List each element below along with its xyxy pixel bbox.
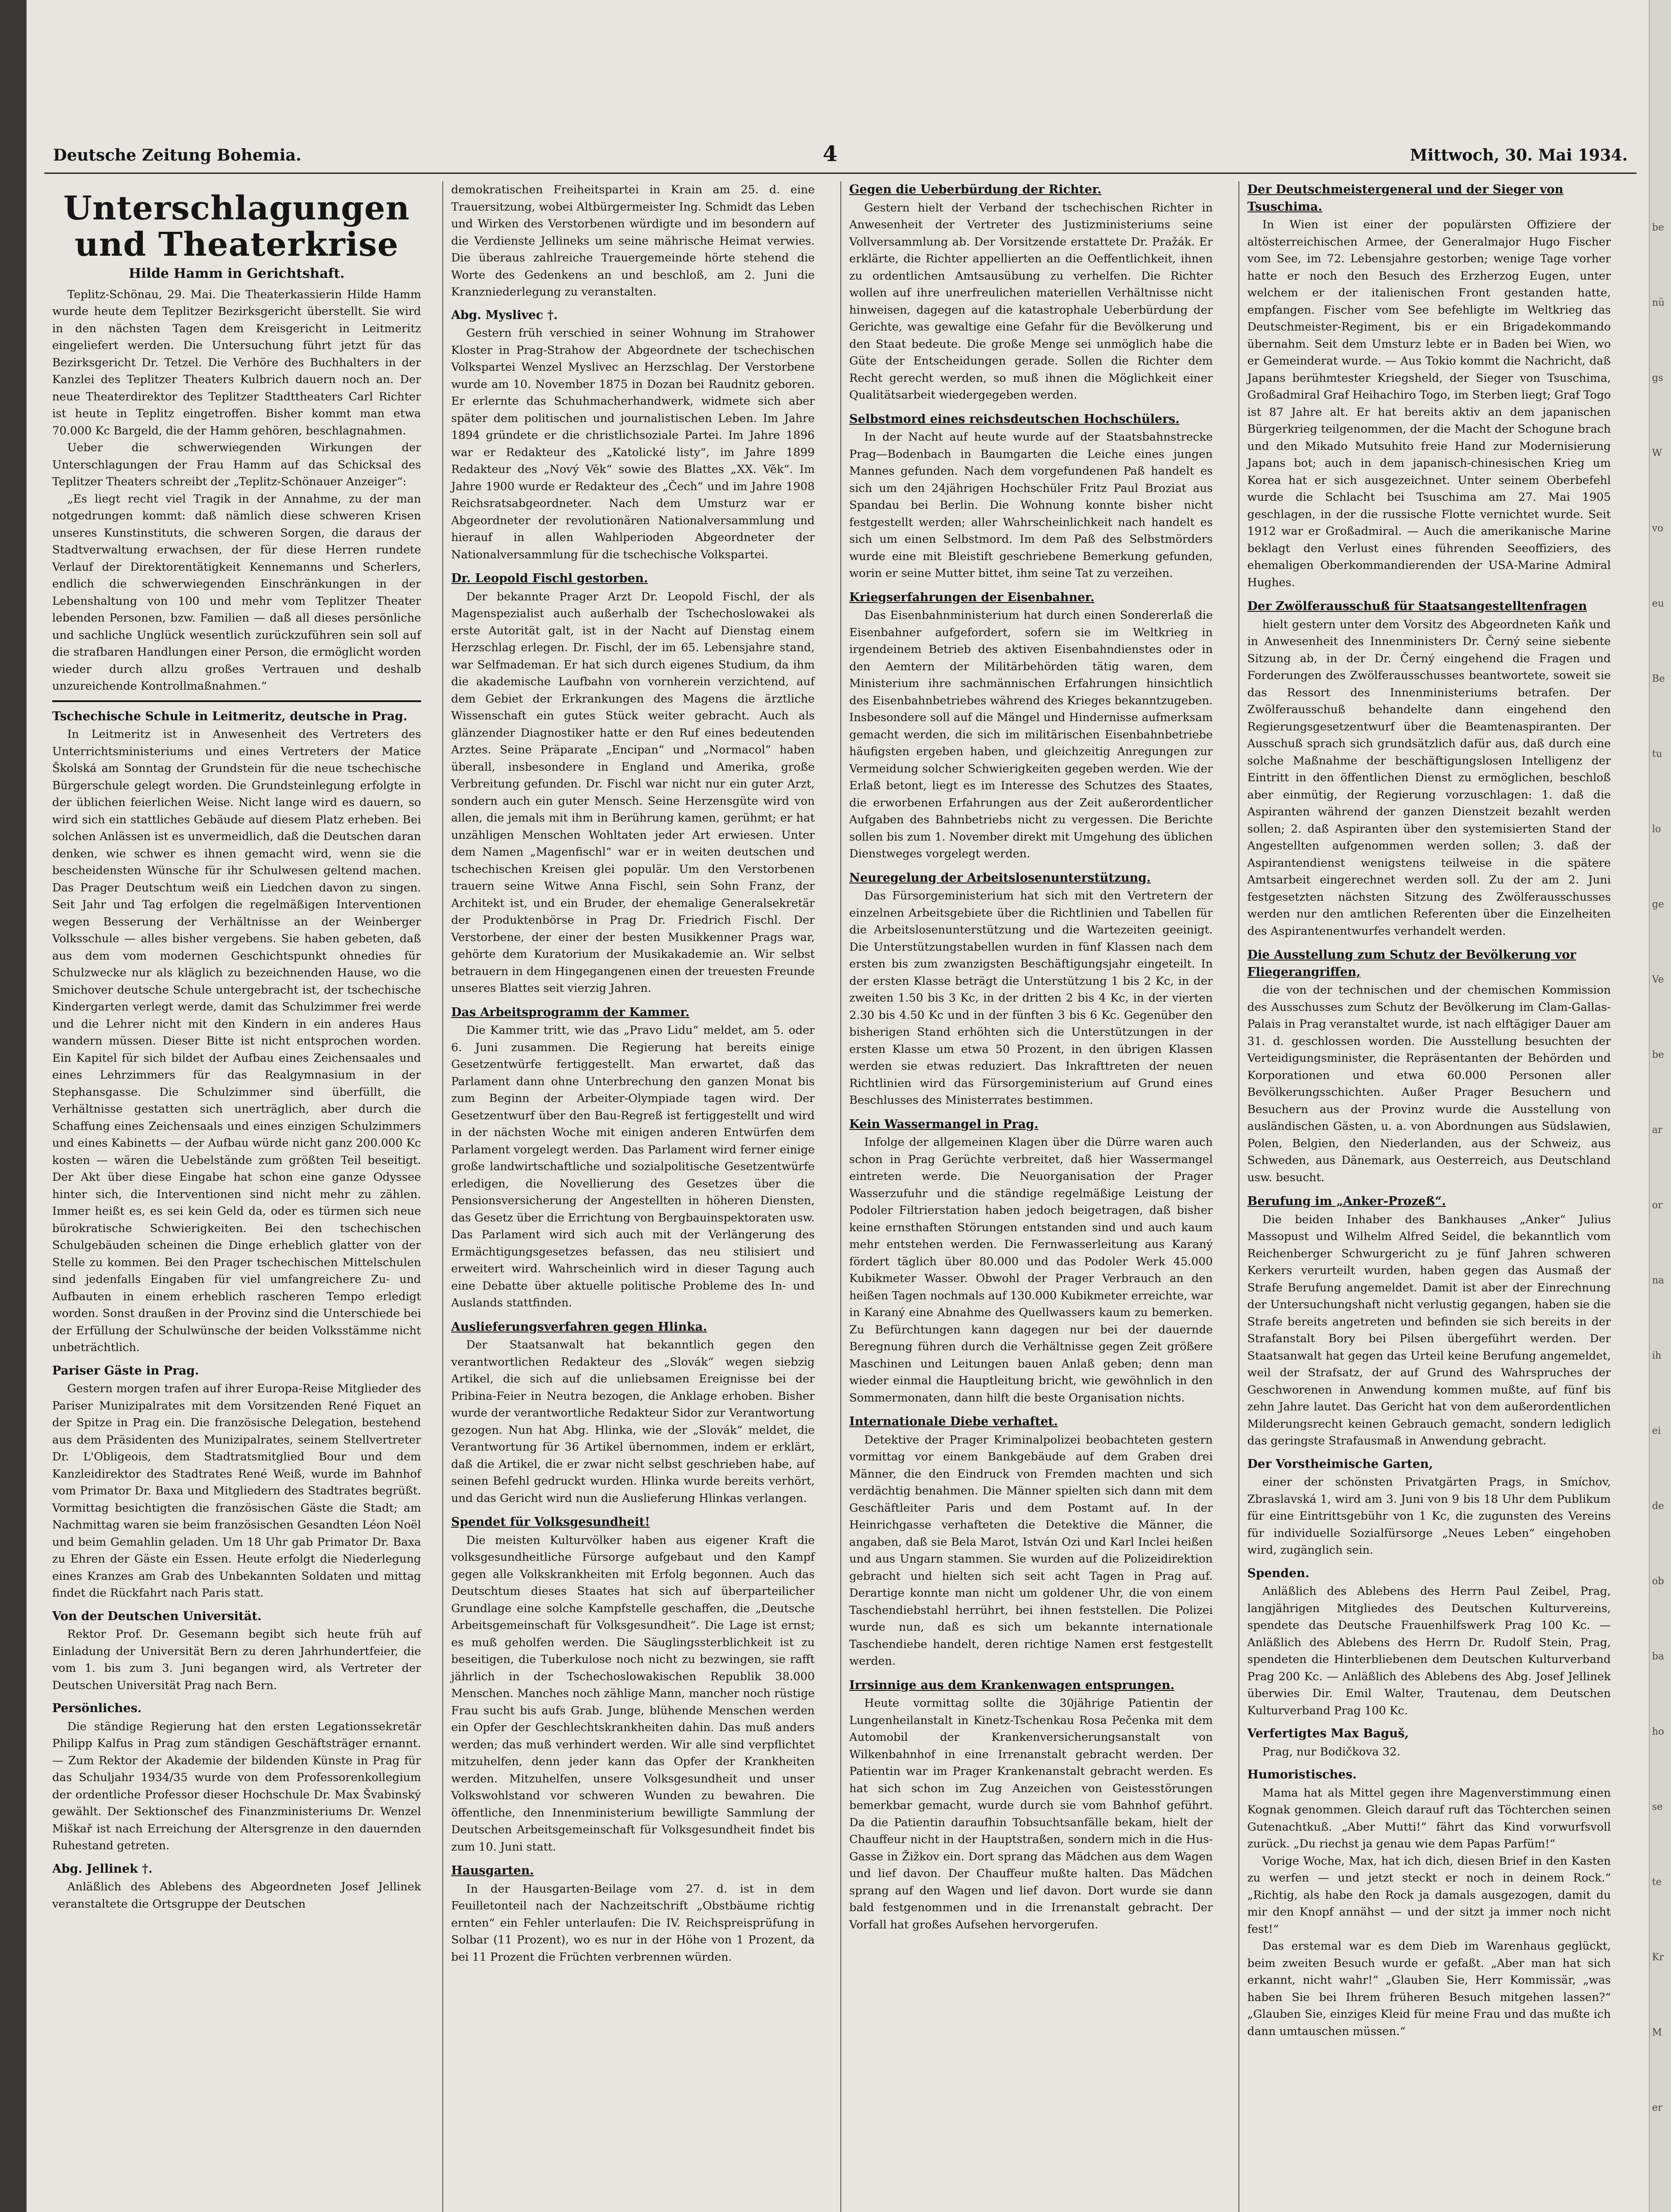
strip-fragment: eu xyxy=(1652,598,1664,609)
paragraph: Der bekannte Prager Arzt Dr. Leopold Fischl, der als Magenspezialist auch außerhalb der Tschechoslowakei als erste Autorität galt, ist in der Nacht auf Dienstag einem Herzschlag erlegen. Dr. Fischl, der im 65. Lebensjahre stand, war Selfmademan. Er hat sich durch eigenes Studium, da ihm die akademische Laufbahn von vornherein verzichtend, auf dem Gebiet der Erkrankungen des Magens die ärztliche Wissenschaft ein gutes Stück weiter gebracht. Auch als glänzender Diagnostiker hatte er den Ruf eines bedeutenden Arztes. Seine Präparate „Encipan“ und „Normacol“ haben überall, insbesondere in England und Amerika, große Verbreitung gefunden. Dr. Fischl war nicht nur ein guter Arzt, sondern auch ein guter Mensch. Seine Herzensgüte wird von allen, die jemals mit ihm in Berührung kamen, gerühmt; er hat unzähligen Menschen Wohltaten jeder Art erwiesen. Unter dem Namen „Magenfischl“ war er in weiten deutschen und tschechischen Kreisen glei populär. Um den Verstorbenen trauern seine Witwe Anna Fischl, sein Sohn Franz, der Architekt ist, und ein Bruder, der ehemalige Generalsekretär der Produktenbörse in Prag Dr. Friedrich Fischl. Der Verstorbene, der einer der besten Musikkenner Prags war, gehörte dem Kuratorium der Musikakademie an. Wir selbst betrauern in dem Hingegangenen einen der treuesten Freunde unseres Blattes seit vierzig Jahren. xyxy=(451,590,815,995)
column-2 xyxy=(442,181,823,2212)
section-heading: Dr. Leopold Fischl gestorben. xyxy=(451,572,648,585)
section-heading: Die Ausstellung zum Schutz der Bevölkerung vor Fliegerangriffen, xyxy=(1247,948,1576,979)
strip-fragment: vo xyxy=(1652,523,1663,534)
strip-fragment: ar xyxy=(1652,1125,1663,1136)
strip-fragment: te xyxy=(1652,1877,1662,1888)
paragraph: Gestern morgen trafen auf ihrer Europa-Reise Mitglieder des Pariser Munizipalrates mit dem Vorsitzenden René Fiquet an der Spitze in Prag ein. Die französische Delegation, bestehend aus dem Präsidenten des Munizipalrates, seinem Stellvertreter Dr. L'Obligeois, dem Stadtratsmitglied Bour und dem Kanzleidirektor des Stadtrates René Weiß, wurde im Bahnhof vom Primator Dr. Baxa und Mitgliedern des Stadtrates begrüßt. Vormittag besichtigten die französischen Gäste die Stadt; am Nachmittag waren sie beim französischen Gesandten Léon Noël und beim Gemahlin geladen. Um 18 Uhr gab Primator Dr. Baxa zu Ehren der Gäste ein Essen. Heute erfolgt die Niederlegung eines Kranzes am Grab des Unbekannten Soldaten und mittag findet die Rückfahrt nach Paris statt. xyxy=(52,1382,421,1600)
section-heading: Der Zwölferausschuß für Staatsangestelltenfragen xyxy=(1247,599,1587,613)
paragraph: einer der schönsten Privatgärten Prags, in Smíchov, Zbraslavská 1, wird am 3. Juni von 9 bis 18 Uhr dem Publikum für eine Eintrittsgebühr von 1 Kc, die zugunsten des Vereins für individuelle Sozialfürsorge „Neues Leben“ eingehoben wird, zugänglich sein. xyxy=(1247,1475,1611,1557)
strip-fragment: ho xyxy=(1652,1726,1664,1737)
strip-fragment: tu xyxy=(1652,749,1663,760)
paragraph: Detektive der Prager Kriminalpolizei beobachteten gestern vormittag vor einem Bankgebäude auf dem Graben drei Männer, die den Eindruck von Fremden machten und sich verdächtig benahmen. Die Männer spielten sich dann mit dem Geschäftleiter Paris und dem Postamt auf. In der Heinrichgasse verhafteten die Detektive die Männer, die angaben, daß sie Bela Marot, István Ozi und Karl Inclei heißen und aus Ungarn stammen. Sie wurden auf die Polizeidirektion gebracht und hielten sich seit acht Tagen in Prag auf. Derartige konnte man nicht um goldener Uhr, die von einem Taschendiebstahl herrührt, bei ihnen feststellen. Die Polizei wurde nun, daß es sich um bekannte internationale Taschendiebe handelt, deren richtige Namen erst festgestellt werden. xyxy=(849,1433,1213,1668)
strip-fragment: be xyxy=(1652,222,1664,233)
strip-fragment: Kr xyxy=(1652,1952,1664,1963)
strip-fragment: nü xyxy=(1652,297,1665,308)
paragraph: Die ständige Regierung hat den ersten Legationssekretär Philipp Kalfus in Prag zum ständigen Geschäftsträger ernannt. — Zum Rektor der Akademie der bildenden Künste in Prag für das Schuljahr 1934/35 wurde von dem Professorenkollegium der ordentliche Professor dieser Hochschule Dr. Max Švabinský gewählt. Der Sektionschef des Finanzministeriums Dr. Wenzel Miškař ist nach Erreichung der Altersgrenze in den dauernden Ruhestand getreten. xyxy=(52,1720,421,1852)
page-number: 4 xyxy=(823,142,838,166)
article-headline: Unterschlagungen und Theaterkrise xyxy=(63,189,410,264)
strip-fragment: ih xyxy=(1652,1350,1662,1361)
section-heading: Pariser Gäste in Prag. xyxy=(52,1363,199,1378)
paragraph: Vorige Woche, Max, hat ich dich, diesen Brief in den Kasten zu werfen — und jetzt steckt er noch in deinem Rock.“ „Richtig, als habe den Rock ja damals ausgezogen, damit du mir den Knopf annähst — und der sitzt ja immer noch nicht fest!“ xyxy=(1247,1854,1611,1936)
section-heading: Abg. Jellinek †. xyxy=(52,1862,153,1876)
paragraph: Das Eisenbahnministerium hat durch einen Sondererlaß die Eisenbahner aufgefordert, sofern sie im Weltkrieg in irgendeinem Betrieb des aktiven Eisenbahndienstes oder in den Aemtern der Militärbehörden tätig waren, dem Ministerium ihre sachmännischen Erfahrungen hinsichtlich des Eisenbahnbetriebes während des Krieges bekanntzugeben. Insbesondere soll auf die Mängel und Hindernisse aufmerksam gemacht werden, die sich im militärischen Eisenbahnbetriebe häufigsten ergeben haben, und gleichzeitig Anregungen zur Vermeidung solcher Schwierigkeiten gegeben werden. Wie der Erlaß betont, liegt es im Interesse des Schutzes des Staates, die erworbenen Erfahrungen aus der Zeit außerordentlicher Aufgaben des Bahnbetriebs nicht zu vergessen. Die Berichte sollen bis zum 1. November direkt mit Umgehung des üblichen Dienstweges vorgelegt werden. xyxy=(849,609,1213,860)
strip-fragment: lo xyxy=(1652,824,1661,835)
paragraph: Teplitz-Schönau, 29. Mai. Die Theaterkassierin Hilde Hamm wurde heute dem Teplitzer Bezirksgericht überstellt. Sie wird in den nächsten Tagen dem Kreisgericht in Leitmeritz eingeliefert werden. Die Untersuchung führt jetzt für das Bezirksgericht Dr. Tetzel. Die Verhöre des Buchhalters in der Kanzlei des Teplitzer Theaters Kulbrich dauern noch an. Der neue Theaterdirektor des Teplitzer Stadttheaters Carl Richter ist heute in Teplitz eingetroffen. Bisher kommt man etwa 70.000 Kc Bargeld, die der Hamm gehören, beschlagnahmen. xyxy=(52,288,421,438)
newspaper-page xyxy=(44,124,1637,2212)
paragraph: Die meisten Kulturvölker haben aus eigener Kraft die volksgesundheitliche Fürsorge aufgebaut und den Kampf gegen alle Volkskrankheiten mit Erfolg begonnen. Auch das Deutschtum dieses Staates hat sich auf überparteilicher Grundlage eine solche Kampfstelle geschaffen, die „Deutsche Arbeitsgemeinschaft für Volksgesundheit“. Die Lage ist ernst; es muß geholfen werden. Die Säuglingssterblichkeit ist zu beseitigen, die Tuberkulose noch nicht zu bezwingen, sie rafft jährlich in der Tschechoslowakischen Republik 38.000 Menschen. Manches noch zählige Mann, mancher noch rüstige Frau sucht bis aufs Grab. Junge, blühende Menschen werden ein Opfer der Geschlechtskrankheiten dahin. Das muß anders werden; das muß verhindert werden. Wir alle sind verpflichtet mitzuhelfen, denn jeder kann das Opfer der Krankheiten werden. Mitzuhelfen, unsere Volksgesundheit und unser Volkswohlstand vor schweren Wunden zu bewahren. Die öffentliche, den Innenministerium bewilligte Sammlung der Deutschen Arbeitsgemeinschaft für Volksgesundheit findet bis zum 10. Juni statt. xyxy=(451,1533,815,1854)
section-heading: Kriegserfahrungen der Eisenbahner. xyxy=(849,590,1095,604)
paragraph: Anläßlich des Ablebens des Abgeordneten Josef Jellinek veranstaltete die Ortsgruppe der Deutschen xyxy=(52,1880,421,1911)
strip-fragment: ge xyxy=(1652,899,1664,910)
running-head xyxy=(44,142,1637,174)
strip-fragment: Ve xyxy=(1652,974,1664,985)
masthead-title: Deutsche Zeitung Bohemia. xyxy=(53,146,302,165)
paragraph: Heute vormittag sollte die 30jährige Patientin der Lungenheilanstalt in Kinetz-Tschenkau Rosa Pečenka mit dem Automobil der Krankenversicherungsanstalt von Wilkenbahnhof in eine Irrenanstalt gebracht werden. Der Patientin war im Prager Krankenanstalt gebracht werden. Es hat sich schon im Zug Anzeichen von Geistesstörungen bemerkbar gemacht, wurde durch sie vom Bahnhof geführt. Da die Patientin daraufhin Tobsuchtsanfälle bekam, hielt der Chauffeur nicht in der Hauptstraßen, sondern mich in die Hus-Gasse in Žižkov ein. Dort sprang das Mädchen aus dem Wagen und lief davon. Der Chauffeur mußte halten. Das Mädchen sprang auf den Wagen und lief davon. Dort wurde sie dann bald festgenommen und in die Irrenanstalt gebracht. Der Vorfall hat großes Aufsehen hervorgerufen. xyxy=(849,1697,1213,1932)
paragraph: Das Fürsorgeministerium hat sich mit den Vertretern der einzelnen Arbeitsgebiete über die Richtlinien und Tabellen für die Arbeitslosenunterstützung und die Wartezeiten geeinigt. Die Unterstützungstabellen wurden in fünf Klassen nach dem ersten bis zum zwanzigsten Beschäftigungsjahr eingeteilt. In der ersten Klasse beträgt die Unterstützung 1 bis 2 Kc, in der zweiten 1.50 bis 3 Kc, in der dritten 2 bis 4 Kc, in der vierten 2.30 bis 4.50 Kc und in der fünften 3 bis 6 Kc. Gegenüber den bisherigen Stand erhöhten sich die Unterstützungen in der ersten Klasse um etwa 50 Prozent, in den übrigen Klassen werden sie etwas reduziert. Das Inkrafttreten der neuen Richtlinien wird das Fürsorgeministerium auf Grund eines Beschlusses des Ministerrates bestimmen. xyxy=(849,889,1213,1107)
section-heading: Neuregelung der Arbeitslosenunterstützung. xyxy=(849,871,1151,885)
paragraph: In der Hausgarten-Beilage vom 27. d. ist in dem Feuilletonteil nach der Nachzeitschrift „Obstbäume richtig ernten“ ein Fehler unterlaufen: Die IV. Reichspreisprüfung in Solbar (11 Prozent), wo es nur in der Höhe von 1 Prozent, da bei 11 Prozent die Früchten verbrennen würden. xyxy=(451,1882,815,1964)
section-heading: Tschechische Schule in Leitmeritz, deutsche in Prag. xyxy=(52,709,407,723)
section-heading: Internationale Diebe verhaftet. xyxy=(849,1415,1058,1429)
paragraph: hielt gestern unter dem Vorsitz des Abgeordneten Kaňk und in Anwesenheit des Innenministers Dr. Černý seine siebente Sitzung ab, in der Dr. Černý eingehend die Fragen und Forderungen des Zwölferausschusses beantwortete, soweit sie das Ressort des Innenministeriums betrafen. Der Zwölferausschuß behandelte dann eingehend den Regierungsgesetzentwurf über die Beamtenaspiranten. Der Ausschuß sprach sich grundsätzlich dafür aus, daß durch eine solche Maßnahme der beschäftigungslosen Intelligenz der Eintritt in den öffentlichen Dienst zu ermöglichen, beschloß aber einmütig, der Regierung vorzuschlagen: 1. daß die Aspiranten während der ganzen Dienstzeit bezahlt werden sollen; 2. daß Aspiranten über den systemisierten Stand der Angestellten aufgenommen werden sollen; 3. daß der Aspirantendienst wenigstens teilweise in die spätere Amtsarbeit eingerechnet werden soll. Zu der am 2. Juni festgesetzten nächsten Sitzung des Zwölferausschusses werden nur den amtlichen Referenten über die Einzelheiten des Aspirantenentwurfes verhandelt werden. xyxy=(1247,618,1611,938)
strip-fragment: gs xyxy=(1652,373,1663,384)
section-heading: Humoristisches. xyxy=(1247,1768,1357,1782)
paragraph: Ueber die schwerwiegenden Wirkungen der Unterschlagungen der Frau Hamm auf das Schicksal des Teplitzer Theaters schreibt der „Teplitz-Schönauer Anzeiger“: xyxy=(52,441,421,488)
paragraph: In Wien ist einer der populärsten Offiziere der altösterreichischen Armee, der Generalmajor Hugo Fischer vom See, im 72. Lebensjahre gestorben; wenige Tage vorher hatte er noch den Besuch des Erzherzog Eugen, unter welchem er der italienischen Front gestanden hatte, empfangen. Fischer vom See befehligte im Weltkrieg das Deutschmeister-Regiment, bis er ein Brigadekommando übernahm. Seit dem Umsturz lebte er in Baden bei Wien, wo er Gemeinderat wurde. — Aus Tokio kommt die Nachricht, daß Japans berühmtester Kriegsheld, der Sieger von Tsuschima, Großadmiral Graf Heihachiro Togo, im Sterben liegt; Graf Togo ist 87 Jahre alt. Er hat bereits aktiv an dem japanischen Bürgerkrieg teilgenommen, der die Macht der Schogune brach und den Mikado Mutsuhito freie Hand zur Modernisierung Japans bot; auch in dem japanisch-chinesischen Krieg um Korea hat er sich ausgezeichnet. Unter seinem Oberbefehl wurde die Schlacht bei Tsuschima am 27. Mai 1905 geschlagen, in der die russische Flotte vernichtet wurde. Seit 1912 war er Großadmiral. — Auch die amerikanische Marine beklagt den Verlust eines führenden Seeoffiziers, des ehemaligen Oberkommandierenden der USA-Marine Admiral Hughes. xyxy=(1247,218,1611,589)
section-heading: Berufung im „Anker-Prozeß“. xyxy=(1247,1194,1446,1208)
columns xyxy=(44,181,1637,2212)
section-heading: Spenden. xyxy=(1247,1566,1310,1580)
strip-fragment: W xyxy=(1652,448,1662,459)
divider xyxy=(52,700,421,702)
paragraph: die von der technischen und der chemischen Kommission des Ausschusses zum Schutz der Bevölkerung im Clam-Gallas-Palais in Prag veranstaltet wurde, ist nach elftägiger Dauer am 31. d. geschlossen worden. Die Ausstellung besuchten der Verteidigungsminister, die Repräsentanten der Behörden und Korporationen und etwa 60.000 Personen aller Bevölkerungsschichten. Außer Prager Besuchern und Besuchern aus der Provinz wurde die Ausstellung von ausländischen Gästen, u. a. von Abordnungen aus Südslawien, Polen, Belgien, den Niederlanden, aus der Schweiz, aus Schweden, aus Dänemark, aus Oesterreich, aus Deutschland usw. besucht. xyxy=(1247,983,1611,1184)
section-heading: Gegen die Ueberbürdung der Richter. xyxy=(849,183,1102,196)
section-heading: Spendet für Volksgesundheit! xyxy=(451,1515,650,1529)
section-heading: Auslieferungsverfahren gegen Hlinka. xyxy=(451,1320,707,1334)
paragraph: In Leitmeritz ist in Anwesenheit des Vertreters des Unterrichtsministeriums und eines Vertreters der Matice Školská am Sonntag der Grundstein für die neue tschechische Bürgerschule gelegt worden. Die Grundsteinlegung erfolgte in der üblichen feierlichen Weise. Nicht lange wird es dauern, so wird sich ein stattliches Gebäude auf diesem Platz erheben. Bei solchen Anlässen ist es unvermeidlich, daß die Deutschen daran denken, wie schwer es ihnen gemacht wird, wenn sie die bescheidensten Wünsche für ihr Schulwesen geltend machen. Das Prager Deutschtum weiß ein Liedchen davon zu singen. Seit Jahr und Tag erfolgen die regelmäßigen Interventionen wegen Besserung der Verhältnisse an der Weinberger Volksschule — alles bisher vergebens. Sie haben gebeten, daß aus dem vom modernen Geschichtspunkt ohnedies für Schulzwecke nur als kläglich zu bezeichnenden Hause, wo die Smichover deutsche Schule untergebracht ist, der tschechische Kindergarten verlegt werde, damit das Schulzimmer frei werde und die Lehrer nicht mit den Kindern in ein anderes Haus wandern müssen. Dieser Bitte ist nicht entsprochen worden. Ein Kapitel für sich bildet der Aufbau eines Zeichensaales und eines Lehrzimmers für das Realgymnasium in der Stephansgasse. Die Schulzimmer sind überfüllt, die Verhältnisse gestatten sich unerträglich, aber durch die Schaffung eines Zeichensaals und eines einzigen Schulzimmers und eines Kabinetts — der Aufbau würde nicht ganz 200.000 Kc kosten — wären die Uebelstände zum größten Teil beseitigt. Der Akt über diese Eingabe hat schon eine ganze Odyssee hinter sich, die Interventionen sind nicht mehr zu zählen. Immer heißt es, es sei kein Geld da, oder es türmen sich neue bürokratische Schwierigkeiten. Bei den tschechischen Schulgebäuden scheinen die Dinge erheblich glatter von der Stelle zu kommen. Bei den Prager tschechischen Mittelschulen sind jedenfalls Eingaben für viel umfangreichere Zu- und Aufbauten in einem erheblich rascheren Tempo erledigt worden. Sonst draußen in der Provinz sind die Unterschiede bei der Erfüllung der Schulwünsche der beiden Volksstämme nicht unbeträchtlich. xyxy=(52,728,421,1354)
section-heading: Der Deutschmeistergeneral und der Sieger von Tsuschima. xyxy=(1247,183,1564,214)
section-heading: Von der Deutschen Universität. xyxy=(52,1609,262,1623)
section-heading: Verfertigtes Max Baguš, xyxy=(1247,1727,1409,1740)
scan-edge xyxy=(0,0,27,2212)
strip-fragment: ba xyxy=(1652,1651,1664,1662)
strip-fragment: Be xyxy=(1652,673,1665,684)
column-3 xyxy=(840,181,1221,2212)
paragraph: Der Staatsanwalt hat bekanntlich gegen den verantwortlichen Redakteur des „Slovák“ wegen siebzig Artikel, die sich auf die unliebsamen Ereignisse bei der Pribina-Feier in Neutra bezogen, die Anklage erhoben. Bisher wurde der verantwortliche Redakteur Sidor zur Verantwortung gezogen. Nun hat Abg. Hlinka, wie der „Slovák“ meldet, die Verantwortung für 36 Artikel übernommen, indem er erklärt, daß die Artikel, die er zwar nicht selbst geschrieben habe, auf seinen Befehl gedruckt wurden. Hlinka wurde bereits verhört, und das Gericht wird nun die Auslieferung Hlinkas verlangen. xyxy=(451,1338,815,1505)
adjacent-page-strip xyxy=(1652,221,1671,2168)
section-heading: Kein Wassermangel in Prag. xyxy=(849,1117,1039,1131)
strip-fragment: or xyxy=(1652,1200,1663,1211)
strip-fragment: na xyxy=(1652,1275,1664,1286)
section-heading: Irrsinnige aus dem Krankenwagen entsprungen. xyxy=(849,1678,1175,1692)
section-heading: Das Arbeitsprogramm der Kammer. xyxy=(451,1005,690,1019)
paragraph: Gestern früh verschied in seiner Wohnung im Strahower Kloster in Prag-Strahow der Abgeordnete der tschechischen Volkspartei Wenzel Myslivec an Herzschlag. Der Verstorbene wurde am 10. November 1875 in Dozan bei Raudnitz geboren. Er erlernte das Schuhmacherhandwerk, widmete sich aber später dem politischen und journalistischen Leben. Im Jahre 1894 gründete er die christlichsoziale Partei. Im Jahre 1896 war er Redakteur des „Katolické listy“, im Jahre 1899 Redakteur des „Nový Věk“ sowie des Blattes „XX. Věk“. Im Jahre 1900 wurde er Redakteur des „Čech“ und im Jahre 1908 Reichsratsabgeordneter. Nach dem Umsturz war er Abgeordneter der revolutionären Nationalversammlung und hierauf in allen Wahlperioden Abgeordneter der Nationalversammlung für die tschechische Volkspartei. xyxy=(451,326,815,561)
section-heading: Hausgarten. xyxy=(451,1864,534,1878)
strip-fragment: se xyxy=(1652,1801,1663,1813)
section-heading: Der Vorstheimische Garten, xyxy=(1247,1457,1433,1471)
section-heading: Selbstmord eines reichsdeutschen Hochschülers. xyxy=(849,412,1180,426)
strip-fragment: de xyxy=(1652,1501,1664,1512)
paragraph: Die beiden Inhaber des Bankhauses „Anker“ Julius Massopust und Wilhelm Alfred Seidel, die bekanntlich vom Reichenberger Schwurgericht zu je fünf Jahren schweren Kerkers verurteilt wurden, haben gegen das Ausmaß der Strafe Berufung angemeldet. Damit ist aber der Einrechnung der Untersuchungshaft nicht verlustig gegangen, haben sie die Strafe bereits angetreten und befinden sie sich bereits in der Strafanstalt Bory bei Pilsen übergeführt werden. Der Staatsanwalt hat gegen das Urteil keine Berufung angemeldet, weil der Strafsatz, der auf Grund des Wahrspruches der Geschworenen in Anwendung kommen mußte, auf fünf bis zehn Jahre lautet. Das Gericht hat von dem außerordentlichen Milderungsrecht keinen Gebrauch gemacht, sondern lediglich das geringste Strafausmaß in Anwendung gebracht. xyxy=(1247,1213,1611,1448)
strip-fragment: er xyxy=(1652,2102,1663,2113)
strip-fragment: ob xyxy=(1652,1576,1664,1587)
paragraph: Das erstemal war es dem Dieb im Warenhaus geglückt, beim zweiten Besuch wurde er gefaßt. „Aber man hat sich erkannt, nicht wahr!“ „Glauben Sie, Herr Kommissär, „was haben Sie bei Ihrem früheren Besuch mitgehen lassen?“ „Glauben Sie, einziges Kleid für meine Frau und das mußte ich dann umtauschen müssen.“ xyxy=(1247,1939,1611,2038)
paragraph: In der Nacht auf heute wurde auf der Staatsbahnstrecke Prag—Bodenbach in Baumgarten die Leiche eines jungen Mannes gefunden. Nach dem vorgefundenen Paß handelt es sich um den 24jährigen Hochschüler Fritz Paul Broziat aus Spandau bei Berlin. Die Wohnung konnte bisher nicht festgestellt werden; aller Wahrscheinlichkeit nach handelt es sich um einen Selbstmord. Im dem Paß des Selbstmörders wurde eine mit Bleistift geschriebene Bemerkung gefunden, worin er seine Mutter bittet, ihm seine Tat zu verzeihen. xyxy=(849,430,1213,580)
strip-fragment: ei xyxy=(1652,1425,1661,1436)
section-heading: Persönliches. xyxy=(52,1701,142,1715)
paragraph: „Es liegt recht viel Tragik in der Annahme, zu der man notgedrungen kommt: daß nämlich diese schweren Krisen unseres Kunstinstituts, die schweren Sorgen, die daraus der Stadtverwaltung erwachsen, der für diese Herren rundete Verlauf der Direktorentätigkeit Kennemanns und Scherlers, endlich die schwerwiegenden Einschränkungen in der Lebenshaltung von 100 und mehr vom Teplitzer Theater lebenden Personen, bzw. Familien — daß all dieses persönliche und sachliche Unglück wesentlich zurückzuführen sein soll auf die strafbaren Handlungen einer Person, die ermöglicht worden wieder durch allzu großes Vertrauen und deshalb unzureichende Kontrollmaßnahmen.“ xyxy=(52,492,421,693)
paragraph: demokratischen Freiheitspartei in Krain am 25. d. eine Trauersitzung, wobei Altbürgermeister Ing. Schmidt das Leben und Wirken des Verstorbenen würdigte und im besondern auf die Verdienste Jellineks um seine mährische Heimat verwies. Die überaus zahlreiche Trauergemeinde hörte stehend die Worte des Gedenkens an und beschloß, am 2. Juni die Kranzniederlegung zu veranstalten. xyxy=(451,183,815,299)
column-4 xyxy=(1238,181,1619,2212)
paragraph: Infolge der allgemeinen Klagen über die Dürre waren auch schon in Prag Gerüchte verbreitet, daß hier Wassermangel eintreten werde. Die Neuorganisation der Prager Wasserzufuhr und die ständige regelmäßige Leistung der Podoler Filtrierstation haben jedoch beigetragen, daß bisher keine ernsthaften Störungen entstanden sind und auch kaum mehr entstehen werden. Die Fernwasserleitung aus Karaný fördert täglich über 80.000 und das Podoler Werk 45.000 Kubikmeter Wasser. Obwohl der Prager Verbrauch an den heißen Tagen nochmals auf 130.000 Kubikmeter erreichte, war in Karaný eine Abnahme des Quellwassers kaum zu bemerken. Zu Befürchtungen kann dagegen nur bei der dauernde Beregnung führen durch die Verhältnisse gegen Zeit größere Maschinen und Leitungen bauen Anlaß geben; denn man wieder einmal die Hauptleitung bricht, wie gewöhnlich in den Sommermonaten, dann hilft die beste Organisation nichts. xyxy=(849,1136,1213,1405)
article-subhead: Hilde Hamm in Gerichtshaft. xyxy=(128,266,345,281)
paragraph: Rektor Prof. Dr. Gesemann begibt sich heute früh auf Einladung der Universität Bern zu deren Jahrhundertfeier, die vom 1. bis zum 3. Juni begangen wird, als Vertreter der Deutschen Universität Prag nach Bern. xyxy=(52,1628,421,1692)
strip-fragment: be xyxy=(1652,1049,1664,1060)
column-1 xyxy=(44,181,429,2212)
paragraph: Prag, nur Bodičkova 32. xyxy=(1262,1745,1401,1759)
issue-date: Mittwoch, 30. Mai 1934. xyxy=(1410,146,1628,165)
paragraph: Die Kammer tritt, wie das „Pravo Lidu“ meldet, am 5. oder 6. Juni zusammen. Die Regierung hat bereits einige Gesetzentwürfe fertiggestellt. Man erwartet, daß das Parlament dann ohne Unterbrechung den ganzen Monat bis zum Beginn der Arbeiter-Olympiade tagen wird. Der Gesetzentwurf über den Bau-Regreß ist fertiggestellt und wird in der nächsten Woche mit einigen anderen Entwürfen dem Parlament vorgelegt werden. Das Parlament wird ferner einige große landwirtschaftliche und sozialpolitische Gesetzentwürfe erledigen, die Novellierung des Gesetzes über die Pensionsversicherung der Angestellten in höheren Diensten, das Gesetz über die Errichtung von Bergbauinspektoraten usw. Das Parlament wird sich auch mit der Verlängerung des Ermächtigungsgesetzes befassen, das neu stilisiert und erweitert wird. Wahrscheinlich wird in dieser Tagung auch eine Debatte über aktuelle politische Probleme des In- und Auslands stattfinden. xyxy=(451,1024,815,1310)
section-heading: Abg. Myslivec †. xyxy=(451,308,558,322)
paragraph: Mama hat als Mittel gegen ihre Magenverstimmung einen Kognak genommen. Gleich darauf ruft das Töchterchen seinen Gutenachtkuß. „Aber Mutti!“ fährt das Kind vorwurfsvoll zurück. „Du riechst ja genau wie dem Papas Parfüm!“ xyxy=(1247,1786,1611,1851)
strip-fragment: M xyxy=(1652,2027,1662,2038)
paragraph: Gestern hielt der Verband der tschechischen Richter in Anwesenheit der Vertreter des Justizministeriums seine Vollversammlung ab. Der Vorsitzende erstattete Dr. Pražák. Er erklärte, die Richter appellierten an die Oeffentlichkeit, ihnen zu ordentlichen Amtsausübung zu verhelfen. Die Richter wollen auf ihre unerfreulichen materiellen Verhältnisse nicht hinweisen, dagegen auf die katastrophale Ueberbürdung der Gerichte, was gewaltige eine Gefahr für die Bevölkerung und den Staat bedeute. Die große Menge sei unmöglich habe die Güte der Entscheidungen gerade. Sollen die Richter dem Recht gerecht werden, so muß ihnen die Möglichkeit einer Qualitätsarbeit wiedergegeben werden. xyxy=(849,201,1213,402)
paragraph: Anläßlich des Ablebens des Herrn Paul Zeibel, Prag, langjährigen Mitgliedes des Deutschen Kulturvereins, spendete das Deutsche Frauenhilfswerk Prag 100 Kc. — Anläßlich des Ablebens des Herrn Dr. Rudolf Stein, Prag, spendeten die Hinterbliebenen dem Deutschen Kulturverband Prag 200 Kc. — Anläßlich des Ablebens des Abg. Josef Jellinek überwies Dir. Emil Walter, Trautenau, dem Deutschen Kulturverband Prag 100 Kc. xyxy=(1247,1585,1611,1717)
